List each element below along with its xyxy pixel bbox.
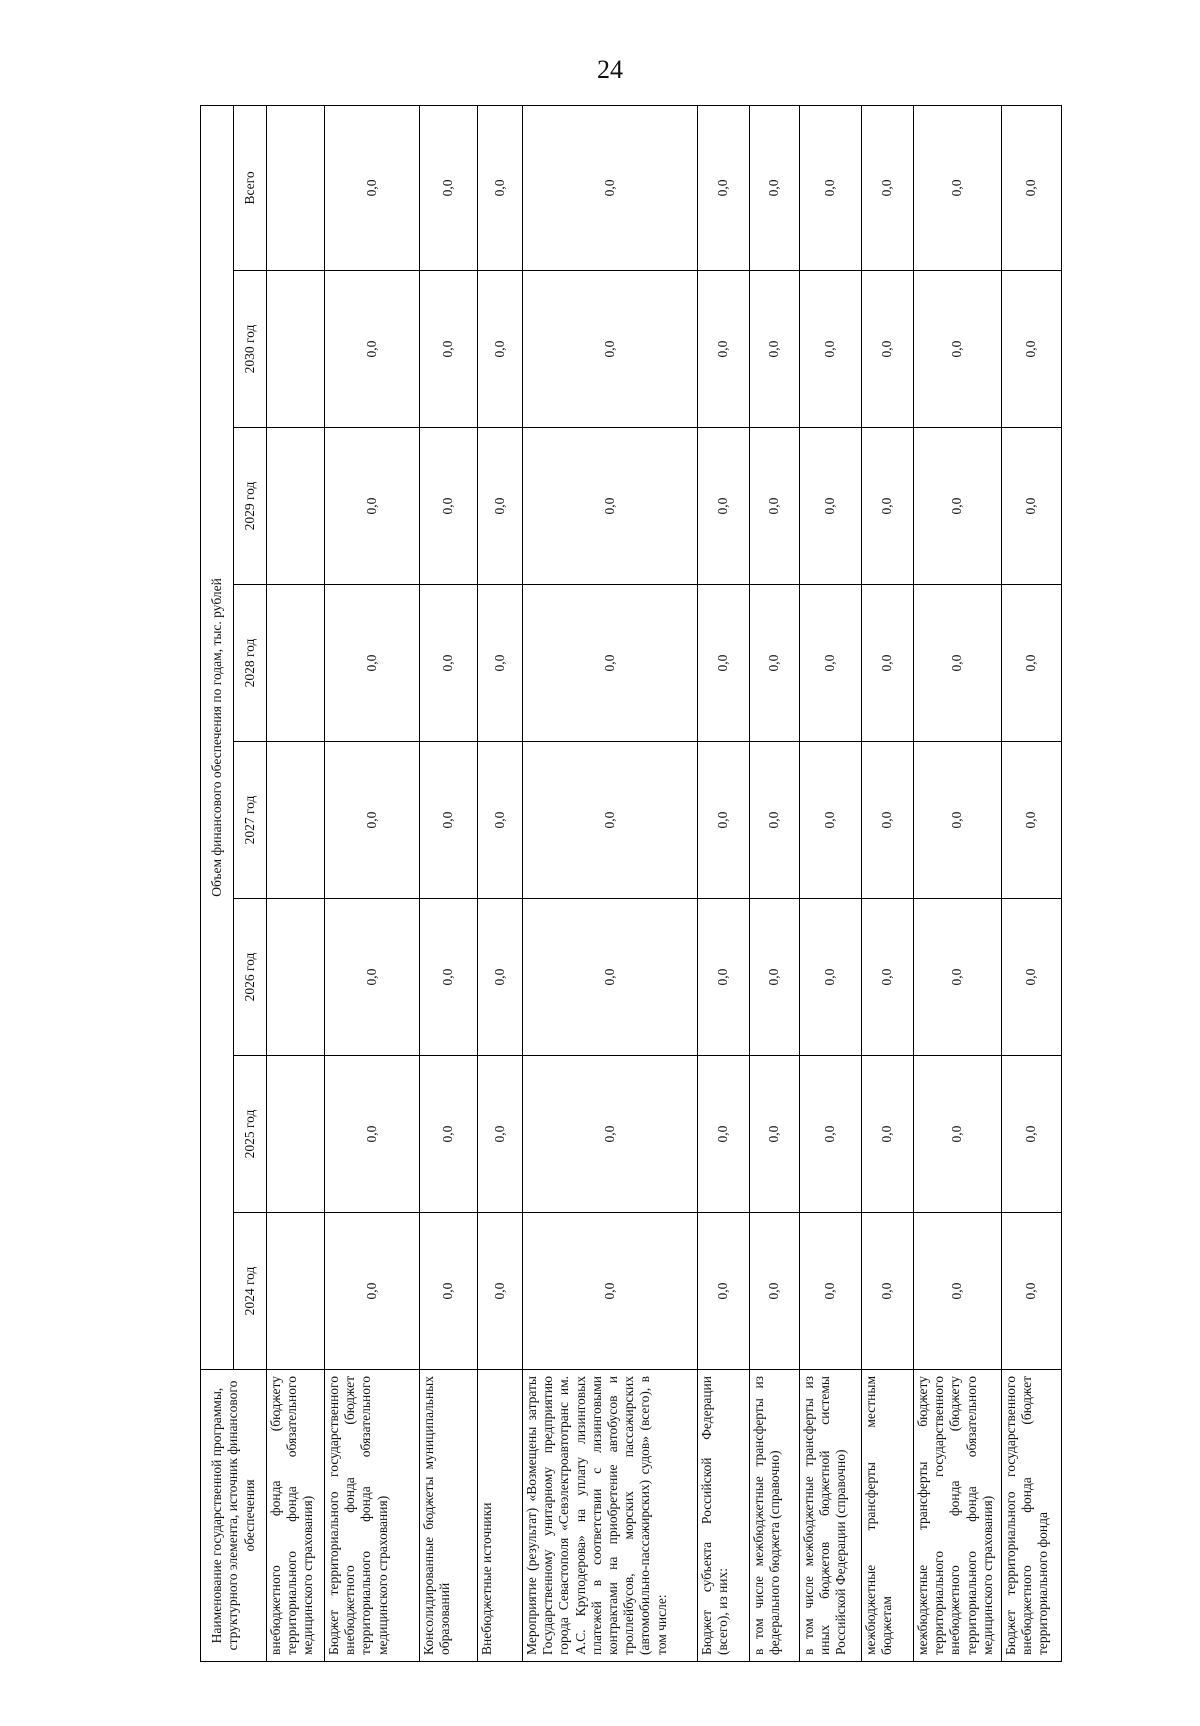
row-value: 0,0 [800, 428, 862, 585]
table-row [478, 105, 523, 1661]
row-value: 0,0 [750, 1213, 800, 1370]
row-value: 0,0 [420, 1213, 478, 1370]
table-row [750, 105, 800, 1661]
row-source-name: Бюджет территориального государственного внебюджетного фонда (бюджет территориального фонда обязательного медицинского страхования) [325, 1370, 420, 1662]
rotated-table-container [200, 106, 1160, 1662]
row-value: 0,0 [750, 899, 800, 1056]
row-value: 0,0 [478, 428, 523, 585]
table-row [1002, 105, 1062, 1661]
row-value: 0,0 [478, 271, 523, 428]
row-value: 0,0 [478, 585, 523, 742]
row-value [267, 742, 325, 899]
row-value: 0,0 [1002, 585, 1062, 742]
table-row [420, 105, 478, 1661]
row-value: 0,0 [750, 742, 800, 899]
row-value: 0,0 [478, 899, 523, 1056]
row-source-name: Бюджет субъекта Российской Федерации (всего), из них: [698, 1370, 750, 1662]
row-value: 0,0 [523, 742, 698, 899]
row-value [267, 105, 325, 270]
row-value: 0,0 [325, 105, 420, 270]
row-value: 0,0 [862, 1213, 914, 1370]
header-year: 2028 год [234, 585, 267, 742]
row-value: 0,0 [914, 428, 1002, 585]
row-value: 0,0 [800, 271, 862, 428]
row-value [267, 585, 325, 742]
financing-table [200, 105, 1062, 1662]
row-value: 0,0 [862, 585, 914, 742]
row-value: 0,0 [862, 899, 914, 1056]
row-value: 0,0 [325, 585, 420, 742]
row-value: 0,0 [750, 585, 800, 742]
row-value: 0,0 [750, 1056, 800, 1213]
row-value: 0,0 [698, 1213, 750, 1370]
row-value: 0,0 [800, 1056, 862, 1213]
header-name-column: Наименование государственной программы, структурного элемента, источник финансового обеспечения [201, 1370, 267, 1662]
row-value: 0,0 [420, 428, 478, 585]
row-value [267, 1056, 325, 1213]
header-year: Всего [234, 105, 267, 270]
row-source-name: Консолидированные бюджеты муниципальных образований [420, 1370, 478, 1662]
row-value: 0,0 [1002, 271, 1062, 428]
row-value: 0,0 [698, 742, 750, 899]
row-value: 0,0 [862, 271, 914, 428]
header-year: 2030 год [234, 271, 267, 428]
row-value: 0,0 [1002, 105, 1062, 270]
row-source-name: Бюджет территориального государственного внебюджетного фонда (бюджет территориального фонда [1002, 1370, 1062, 1662]
row-value: 0,0 [698, 428, 750, 585]
row-value: 0,0 [523, 899, 698, 1056]
table-body [267, 105, 1062, 1661]
row-value: 0,0 [800, 742, 862, 899]
row-value: 0,0 [698, 1056, 750, 1213]
row-value: 0,0 [325, 742, 420, 899]
row-source-name: Мероприятие (результат) «Возмещены затраты Государственному унитарному предприятию города Севастополя «Севэлектроавтотранс им. А.С. Круподерова» на уплату лизинговых платежей в соответствии с лизинговыми контрактами на приобретение автобусов и троллейбусов, морских пассажирских (автомобильно-пассажирских) судов» (всего), в том числе: [523, 1370, 698, 1662]
row-value: 0,0 [478, 742, 523, 899]
row-value: 0,0 [914, 1056, 1002, 1213]
row-value: 0,0 [523, 428, 698, 585]
row-value: 0,0 [800, 1213, 862, 1370]
row-value: 0,0 [325, 899, 420, 1056]
row-value: 0,0 [750, 271, 800, 428]
row-source-name: внебюджетного фонда (бюджету территориального фонда обязательного медицинского страхования) [267, 1370, 325, 1662]
row-value: 0,0 [862, 742, 914, 899]
row-source-name: в том числе межбюджетные трансферты из федерального бюджета (справочно) [750, 1370, 800, 1662]
row-value: 0,0 [698, 271, 750, 428]
row-value: 0,0 [750, 428, 800, 585]
row-value: 0,0 [420, 742, 478, 899]
row-value: 0,0 [800, 105, 862, 270]
row-value [267, 899, 325, 1056]
row-value: 0,0 [914, 271, 1002, 428]
header-year: 2024 год [234, 1213, 267, 1370]
row-value: 0,0 [914, 1213, 1002, 1370]
row-value: 0,0 [750, 105, 800, 270]
row-value: 0,0 [325, 428, 420, 585]
row-value: 0,0 [914, 899, 1002, 1056]
row-value: 0,0 [1002, 742, 1062, 899]
row-value: 0,0 [478, 105, 523, 270]
row-value: 0,0 [420, 105, 478, 270]
row-value: 0,0 [800, 899, 862, 1056]
row-value: 0,0 [862, 1056, 914, 1213]
row-value: 0,0 [325, 271, 420, 428]
row-value: 0,0 [914, 742, 1002, 899]
row-value: 0,0 [800, 585, 862, 742]
row-value: 0,0 [698, 899, 750, 1056]
header-year: 2027 год [234, 742, 267, 899]
row-value: 0,0 [523, 585, 698, 742]
row-value: 0,0 [914, 585, 1002, 742]
row-value: 0,0 [698, 585, 750, 742]
row-value: 0,0 [1002, 1056, 1062, 1213]
row-value [267, 1213, 325, 1370]
header-year: 2025 год [234, 1056, 267, 1213]
row-value: 0,0 [325, 1213, 420, 1370]
row-value: 0,0 [523, 271, 698, 428]
row-value: 0,0 [862, 105, 914, 270]
table-row [862, 105, 914, 1661]
table-row [523, 105, 698, 1661]
row-source-name: в том числе межбюджетные трансферты из иных бюджетов бюджетной системы Российской Федерации (справочно) [800, 1370, 862, 1662]
row-value [267, 428, 325, 585]
row-value: 0,0 [420, 899, 478, 1056]
row-source-name: межбюджетные трансферты бюджету территориального государственного внебюджетного фонда (бюджету территориального фонда обязательного медицинского страхования) [914, 1370, 1002, 1662]
row-value: 0,0 [862, 428, 914, 585]
table-row [914, 105, 1002, 1661]
table-row [267, 105, 325, 1661]
row-value: 0,0 [1002, 899, 1062, 1056]
header-volume: Объем финансового обеспечения по годам, тыс. рублей [201, 105, 234, 1369]
row-value: 0,0 [1002, 428, 1062, 585]
row-value: 0,0 [1002, 1213, 1062, 1370]
table-row [698, 105, 750, 1661]
row-source-name: Внебюджетные источники [478, 1370, 523, 1662]
row-value: 0,0 [698, 105, 750, 270]
header-year: 2026 год [234, 899, 267, 1056]
row-value [267, 271, 325, 428]
row-value: 0,0 [420, 271, 478, 428]
row-source-name: межбюджетные трансферты местным бюджетам [862, 1370, 914, 1662]
row-value: 0,0 [523, 1056, 698, 1213]
row-value: 0,0 [325, 1056, 420, 1213]
row-value: 0,0 [420, 585, 478, 742]
page-number: 24 [597, 55, 623, 84]
header-year: 2029 год [234, 428, 267, 585]
row-value: 0,0 [914, 105, 1002, 270]
row-value: 0,0 [523, 105, 698, 270]
table-row [325, 105, 420, 1661]
row-value: 0,0 [420, 1056, 478, 1213]
row-value: 0,0 [523, 1213, 698, 1370]
table-row [800, 105, 862, 1661]
row-value: 0,0 [478, 1213, 523, 1370]
row-value: 0,0 [478, 1056, 523, 1213]
